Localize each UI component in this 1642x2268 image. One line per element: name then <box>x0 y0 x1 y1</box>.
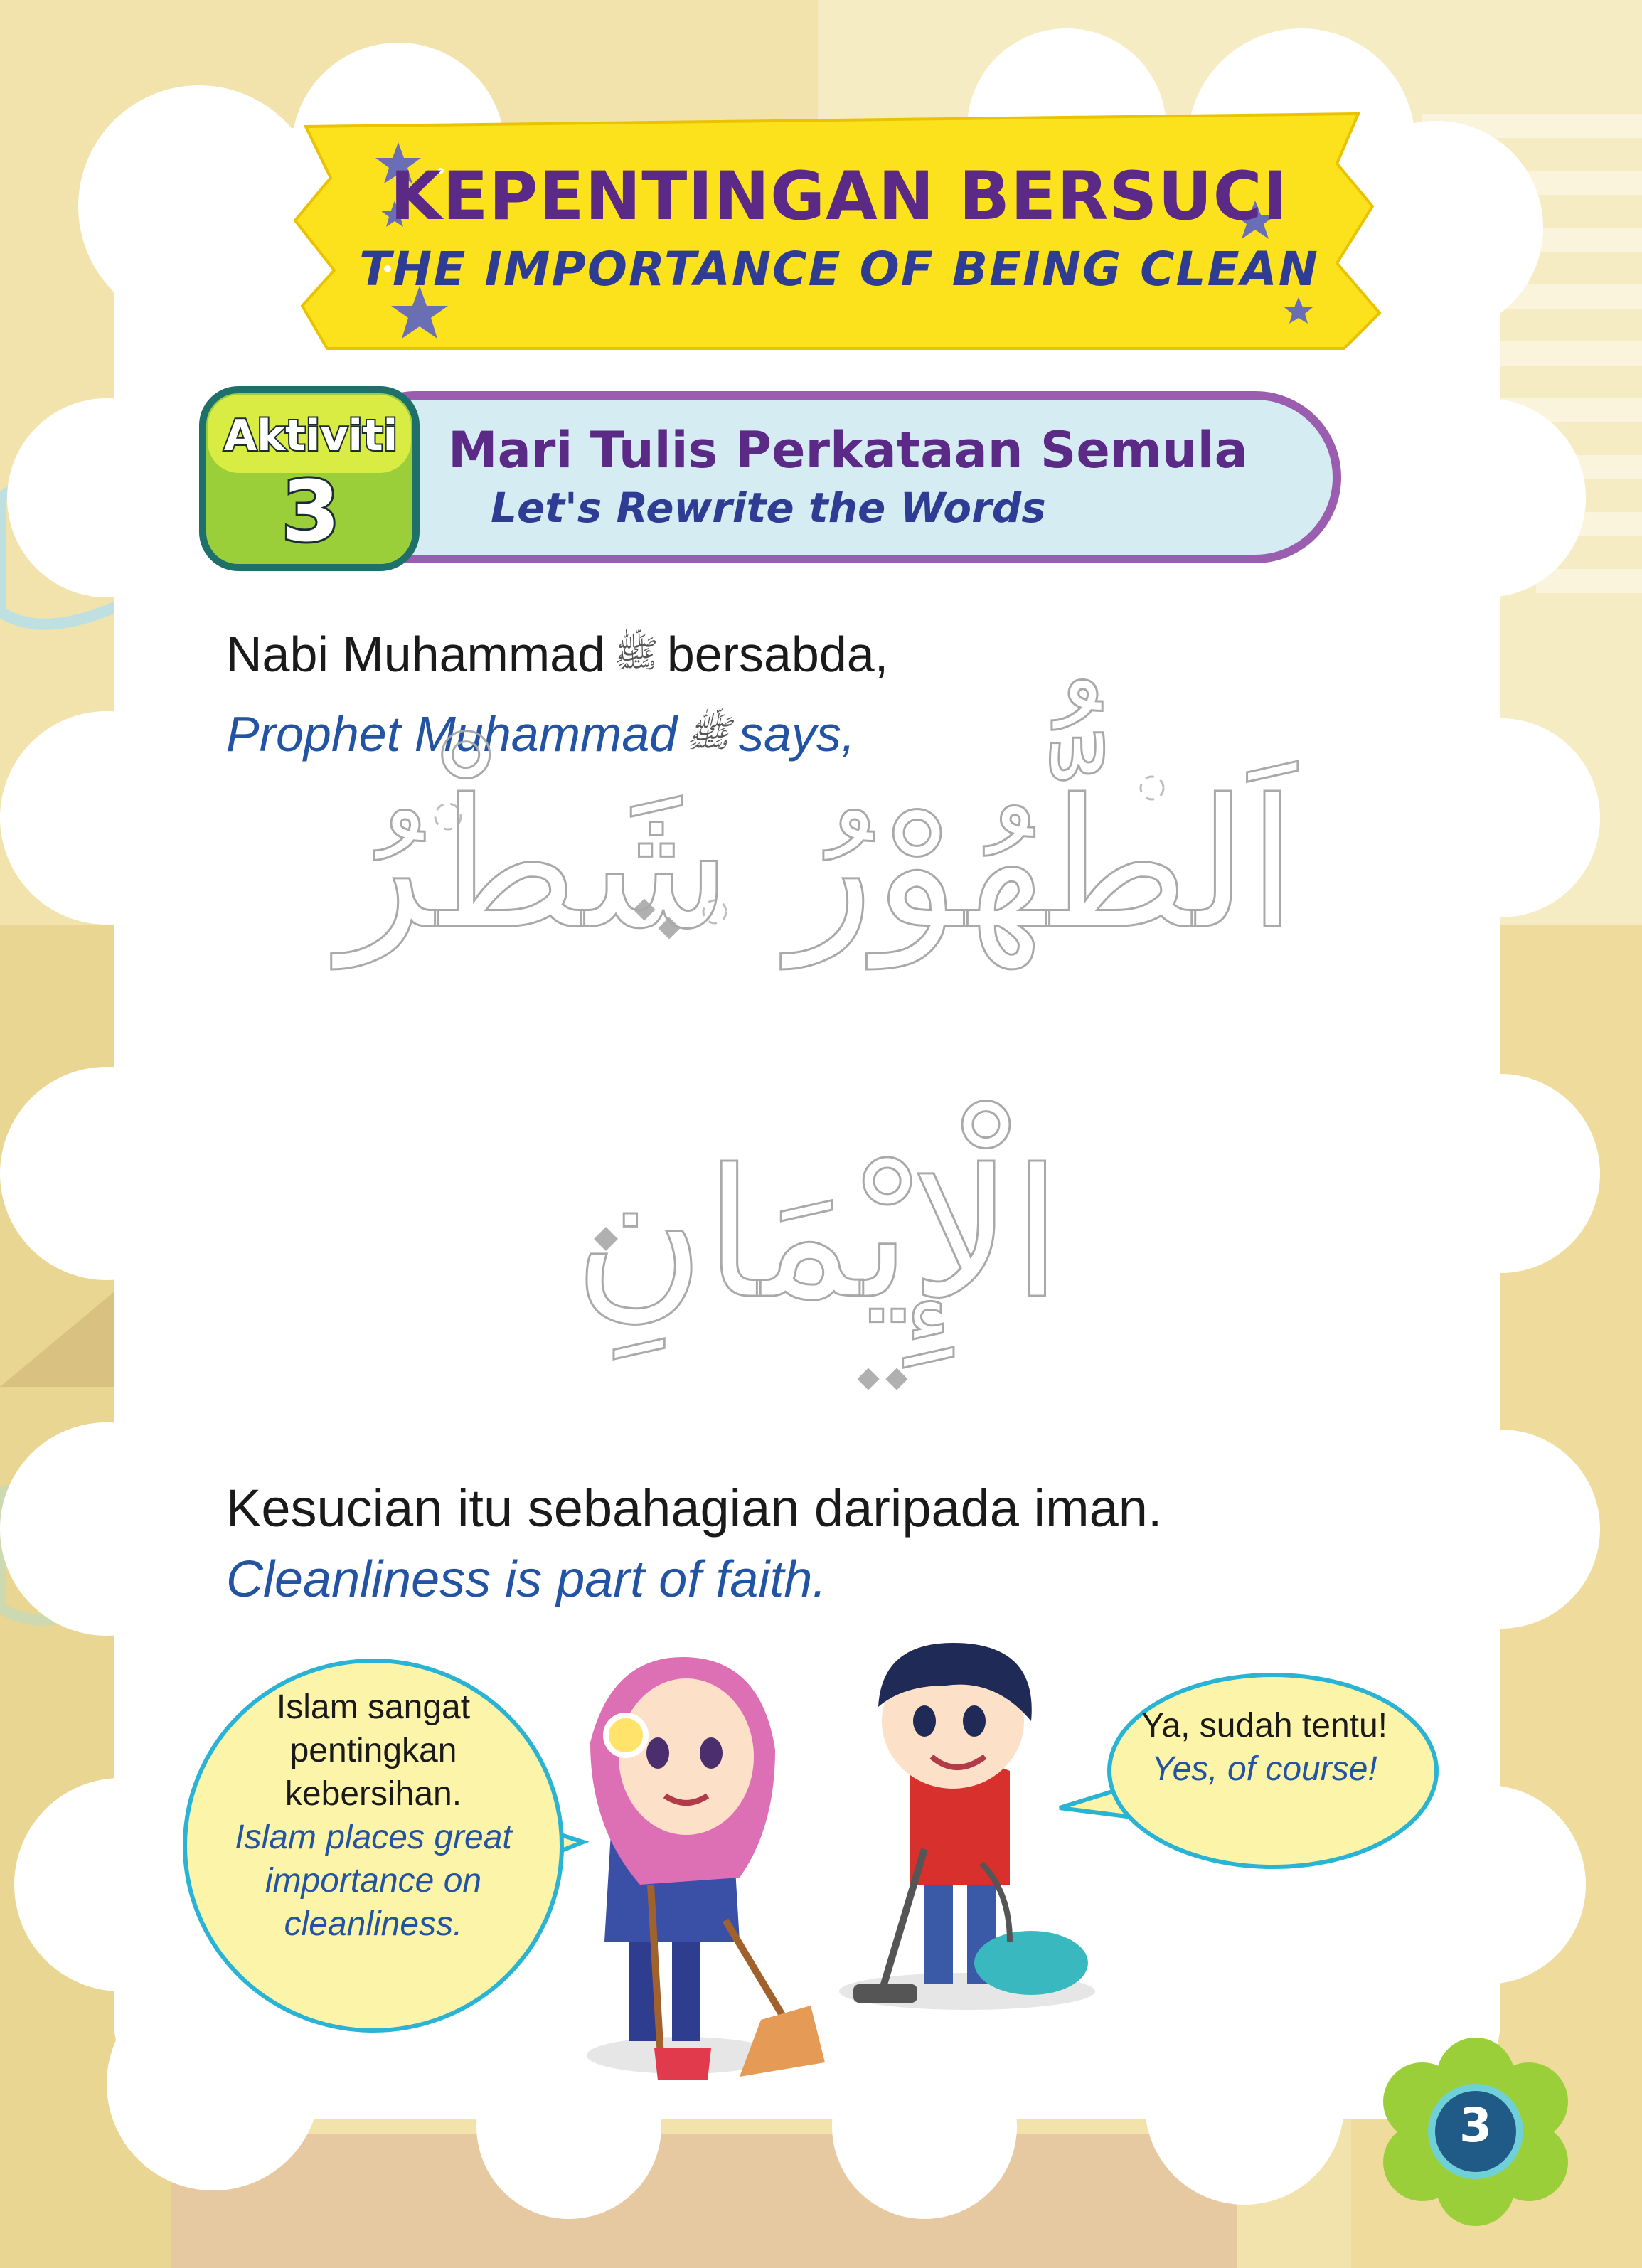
speech-left-ms-line: kebersihan. <box>284 1775 462 1813</box>
speech-left-en-line: Islam places great <box>235 1819 512 1856</box>
speech-right-text <box>1115 1704 1414 1791</box>
intro-en-text-b: says, <box>739 706 855 762</box>
salawat-icon: ﷺ <box>614 633 659 676</box>
activity-title: Mari Tulis Perkataan Semula <box>448 421 1248 479</box>
activity-label: Aktiviti <box>223 411 398 461</box>
activity-subtitle: Let's Rewrite the Words <box>491 484 1046 532</box>
intro-en-text-a: Prophet Muhammad <box>226 706 678 762</box>
intro-ms-text-b: bersabda, <box>666 627 889 682</box>
speech-left-en-line: importance on <box>265 1862 482 1900</box>
arabic-tracing-line-2[interactable]: الْإِيْمَانِ <box>574 1131 1062 1338</box>
speech-left-en-line: cleanliness. <box>284 1905 463 1943</box>
page-subtitle: THE IMPORTANCE OF BEING CLEAN <box>359 242 1319 297</box>
speech-left-text <box>206 1686 540 1946</box>
intro-ms-text-a: Nabi Muhammad <box>226 627 605 682</box>
hadith-meaning-malay: Kesucian itu sebahagian daripada iman. <box>226 1479 1163 1538</box>
page-title: KEPENTINGAN BERSUCI <box>390 158 1289 235</box>
activity-number: 3 <box>281 462 341 560</box>
hadith-meaning-english: Cleanliness is part of faith. <box>226 1551 827 1608</box>
hadith-intro-english <box>226 706 855 765</box>
speech-right-ms-line: Ya, sudah tentu! <box>1141 1707 1388 1745</box>
hadith-intro-malay <box>226 626 888 685</box>
arabic-tracing-line-1[interactable]: اَلطُّهُوْرُ شَطْرُ <box>338 761 1297 968</box>
salawat-icon: ﷺ <box>686 713 731 756</box>
page-number: 3 <box>1459 2098 1492 2153</box>
speech-left-ms-line: pentingkan <box>289 1732 457 1769</box>
speech-left-ms-line: Islam sangat <box>276 1688 471 1726</box>
speech-right-en-line: Yes, of course! <box>1151 1750 1377 1788</box>
